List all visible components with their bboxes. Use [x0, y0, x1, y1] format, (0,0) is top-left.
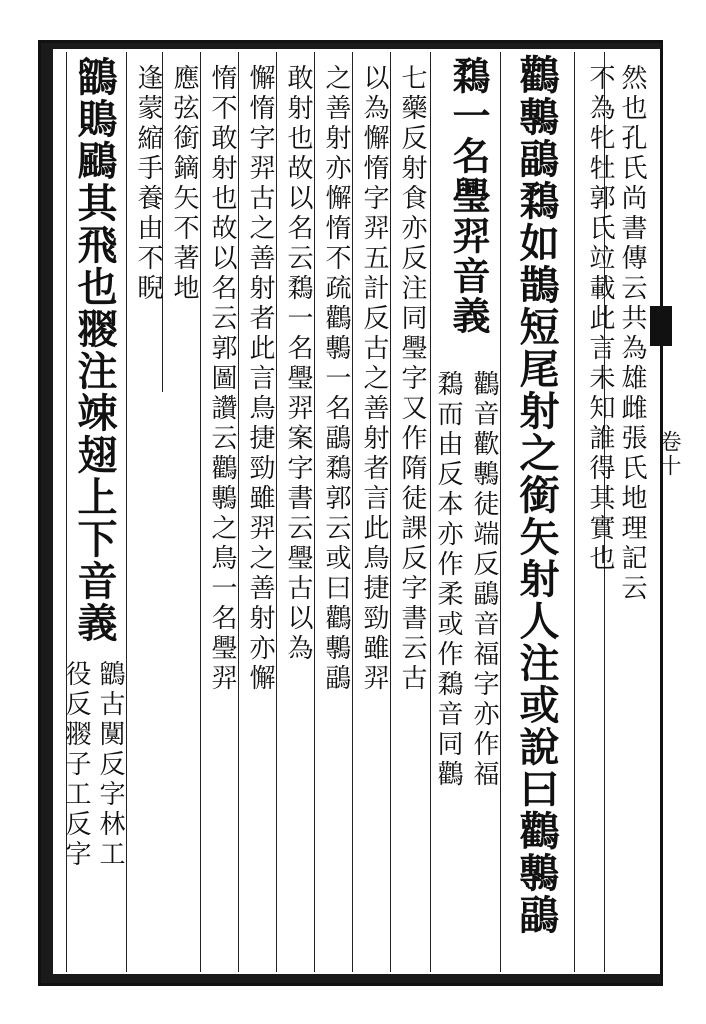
- annotation-column: 以為懈惰字羿五計反古之善射者言此鳥捷勁雖羿: [359, 64, 389, 694]
- frame-bottom-border: [41, 974, 661, 983]
- column-rule: [352, 52, 353, 972]
- column-rule: [126, 52, 127, 972]
- annotation-column: 敢射也故以名云鶔一名璺羿案字書云璺古以為: [283, 64, 313, 664]
- fish-tail-mark: [650, 306, 672, 346]
- annotation-column: 逢蒙縮手養由不睨: [133, 64, 163, 304]
- volume-label: 卷十: [656, 430, 681, 478]
- text-column: 不為牝牡郭氏竝載此言未知誰得其實也: [585, 64, 615, 574]
- column-rule: [574, 52, 575, 972]
- frame-top-border: [41, 43, 661, 49]
- column-rule: [238, 52, 239, 972]
- column-rule: [314, 52, 315, 972]
- annotation-column: 之善射亦懈惰不疏鸛鷒一名鶝鶔郭云或曰鸛鷒鶝: [321, 64, 351, 694]
- column-rule: [390, 52, 391, 972]
- annotation-column: 七藥反射食亦反注同璺字又作隋徒課反字書云古: [397, 64, 427, 694]
- main-text-column: 鸛鷒鶝鶔如鵲短尾射之銜矢射人注或說曰鸛鷒鶝: [513, 54, 560, 936]
- annotation-column: 鸛音歡鷒徒端反鶝音福字亦作福: [469, 370, 499, 790]
- annotation-column: 惰不敢射也故以名云郭圖讚云鸛鷒之鳥一名璺羿: [207, 64, 237, 694]
- column-rule: [430, 52, 431, 972]
- column-rule: [200, 52, 201, 972]
- frame-left-border: [41, 44, 53, 982]
- annotation-column: 役反翪子工反字: [61, 660, 91, 870]
- annotation-column: 懈惰字羿古之善射者此言鳥捷勁雖羿之善射亦懈: [245, 64, 275, 694]
- annotation-column: 鶔而由反本亦作柔或作鶔音同鸛: [433, 370, 463, 790]
- text-column: 然也孔氏尚書傳云共為雄雌張氏地理記云: [617, 64, 647, 604]
- annotation-column: 鶹古闃反字林工: [95, 660, 125, 870]
- main-text-column: 鶔一名璺羿音義: [446, 56, 491, 336]
- column-rule: [500, 52, 501, 972]
- column-rule: [276, 52, 277, 972]
- annotation-column: 應弦銜鏑矢不著地: [169, 64, 199, 304]
- main-text-column: 鶹鵙鶌其飛也翪注竦翅上下音義: [71, 56, 118, 644]
